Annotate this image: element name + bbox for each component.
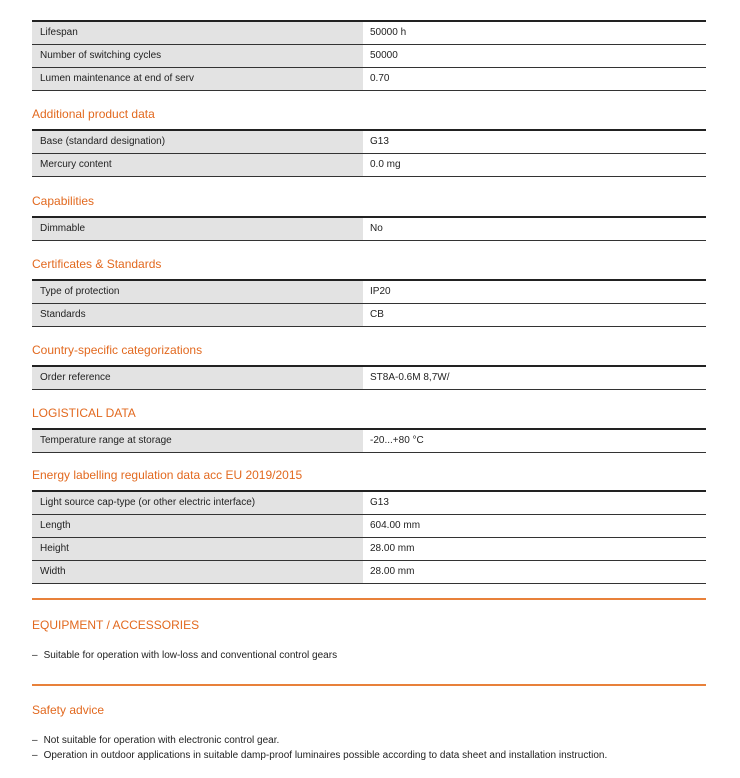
row-value: CB	[364, 304, 706, 326]
equipment-list	[32, 648, 337, 663]
table-row	[32, 68, 706, 91]
section-heading-safety-advice: Safety advice	[32, 703, 105, 717]
section-heading-energy-labelling: Energy labelling regulation data acc EU 2019/2015	[32, 468, 303, 482]
row-label: Standards	[32, 304, 364, 326]
section-heading-equipment: EQUIPMENT / ACCESSORIES	[32, 618, 200, 632]
row-label: Base (standard designation)	[32, 131, 364, 153]
table-row	[32, 367, 706, 390]
section-heading-country-specific: Country-specific categorizations	[32, 343, 203, 357]
row-value: IP20	[364, 281, 706, 303]
row-value: -20...+80 °C	[364, 430, 706, 452]
row-label: Type of protection	[32, 281, 364, 303]
spec-table-country-specific	[32, 365, 706, 390]
section-heading-additional-product-data: Additional product data	[32, 107, 155, 121]
spec-table-additional-product-data	[32, 129, 706, 177]
row-label: Width	[32, 561, 364, 583]
row-label: Dimmable	[32, 218, 364, 240]
table-row	[32, 538, 706, 561]
row-label: Mercury content	[32, 154, 364, 176]
row-value: G13	[364, 131, 706, 153]
spec-table-general	[32, 20, 706, 91]
row-value: ST8A-0.6M 8,7W/	[364, 367, 706, 389]
table-row	[32, 492, 706, 515]
row-value: No	[364, 218, 706, 240]
section-divider	[32, 684, 706, 686]
table-row	[32, 218, 706, 241]
row-label: Lumen maintenance at end of serv	[32, 68, 364, 90]
section-heading-certificates: Certificates & Standards	[32, 257, 162, 271]
list-item: – Operation in outdoor applications in suitable damp-proof luminaires possible according to data sheet and installation instruction.	[32, 748, 607, 763]
table-row	[32, 281, 706, 304]
row-label: Lifespan	[32, 22, 364, 44]
table-row	[32, 22, 706, 45]
section-heading-logistical-data: LOGISTICAL DATA	[32, 406, 136, 420]
list-item: – Not suitable for operation with electronic control gear.	[32, 733, 607, 748]
table-row	[32, 515, 706, 538]
table-row	[32, 154, 706, 177]
spec-table-certificates	[32, 279, 706, 327]
row-label: Order reference	[32, 367, 364, 389]
row-label: Length	[32, 515, 364, 537]
table-row	[32, 561, 706, 584]
row-value: 0.70	[364, 68, 706, 90]
row-value: 50000 h	[364, 22, 706, 44]
section-divider	[32, 598, 706, 600]
spec-table-capabilities	[32, 216, 706, 241]
table-row	[32, 430, 706, 453]
list-item: – Suitable for operation with low-loss and conventional control gears	[32, 648, 337, 663]
row-label: Temperature range at storage	[32, 430, 364, 452]
safety-advice-list	[32, 733, 607, 763]
row-label: Number of switching cycles	[32, 45, 364, 67]
row-value: G13	[364, 492, 706, 514]
spec-table-logistical-data	[32, 428, 706, 453]
row-value: 0.0 mg	[364, 154, 706, 176]
table-row	[32, 304, 706, 327]
table-row	[32, 131, 706, 154]
row-value: 28.00 mm	[364, 538, 706, 560]
row-value: 28.00 mm	[364, 561, 706, 583]
row-value: 604.00 mm	[364, 515, 706, 537]
table-row	[32, 45, 706, 68]
row-label: Height	[32, 538, 364, 560]
row-label: Light source cap-type (or other electric interface)	[32, 492, 364, 514]
row-value: 50000	[364, 45, 706, 67]
spec-table-energy-labelling	[32, 490, 706, 584]
section-heading-capabilities: Capabilities	[32, 194, 95, 208]
